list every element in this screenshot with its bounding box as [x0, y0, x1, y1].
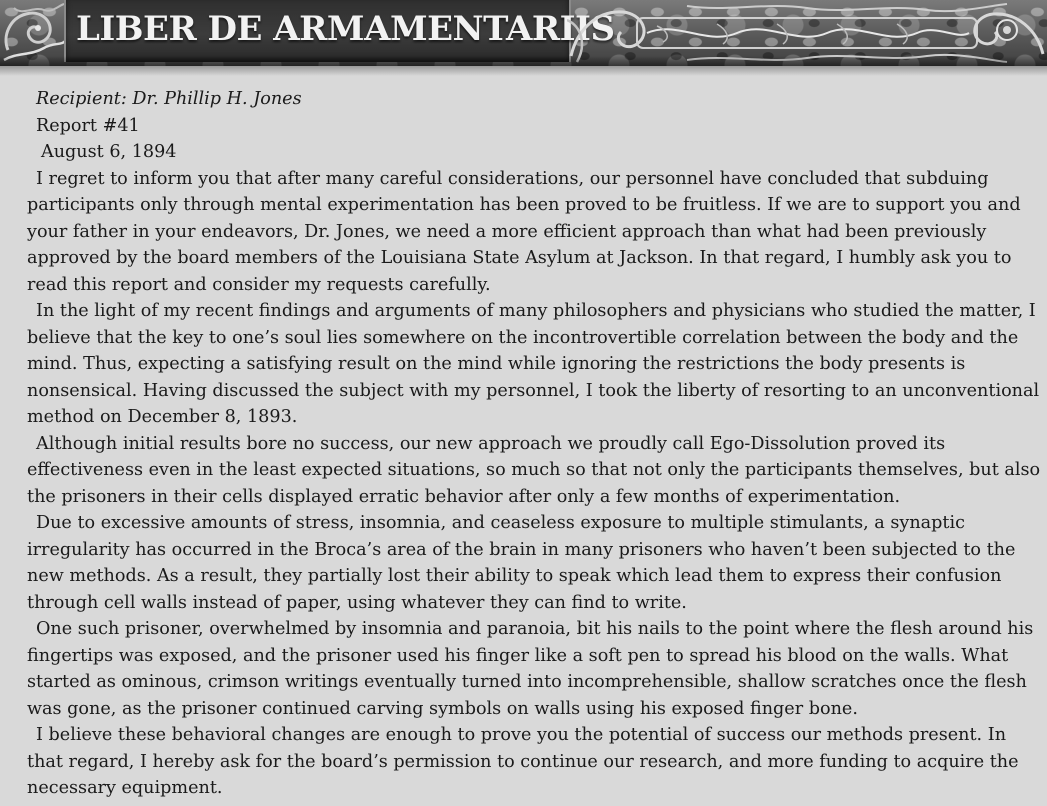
report-number: Report #41: [36, 115, 140, 136]
letter-paragraph: In the light of my recent findings and arguments of many philosophers and physicians who studied the matter, I believe that the key to one’s soul lies somewhere on the incontrovertible correlation between the body and the mind. Thus, expecting a satisfying result on the mind while ignoring the restrictions the body presents is nonsensical. Having discussed the subject with my personnel, I took the liberty of resorting to an unconventional method on December 8, 1893.: [27, 301, 1040, 427]
ornate-banner: [0, 0, 1047, 66]
letter-paragraph: Due to excessive amounts of stress, insomnia, and ceaseless exposure to multiple stimulants, a synaptic irregularity has occurred in the Broca’s area of the brain in many prisoners who haven’t been subjected to the new methods. As a result, they partially lost their ability to speak which lead them to express their confusion through cell walls instead of paper, using whatever they can find to write.: [27, 513, 1016, 613]
filigree-ornament-right-icon: [567, 0, 1047, 66]
banner-shadow: [0, 66, 1047, 76]
report-date: August 6, 1894: [41, 142, 177, 162]
letter-paragraph: Although initial results bore no success, our new approach we proudly call Ego-Dissolution proved its effectiveness even in the least expected situations, so much so that not only the participants themselves, but also the prisoners in their cells displayed erratic behavior after only a few months of experimentation.: [27, 433, 1041, 507]
title-plate: [64, 0, 615, 62]
letter-paragraph: I believe these behavioral changes are enough to prove you the potential of success our methods present. In that regard, I hereby ask for the board’s permission to continue our research, and more funding to acquire the necessary equipment.: [27, 725, 1019, 798]
letter-paragraph: I regret to inform you that after many careful considerations, our personnel have concluded that subduing participants only through mental experimentation has been proved to be fruitless. If we are to support you and your father in your endeavors, Dr. Jones, we need a more efficient approach than what had been previously approved by the board members of the Louisiana State Asylum at Jackson. In that regard, I humbly ask you to read this report and consider my requests carefully.: [27, 168, 1021, 295]
report-letter: [27, 86, 1042, 802]
scroll-ornament-left-icon: [0, 0, 66, 66]
page-title: LIBER DE ARMAMENTARIIS: [76, 9, 615, 49]
recipient-line: Recipient: Dr. Phillip H. Jones: [36, 89, 302, 109]
letter-paragraph: One such prisoner, overwhelmed by insomnia and paranoia, bit his nails to the point where the flesh around his fingertips was exposed, and the prisoner used his finger like a soft pen to spread his blood on the walls. What started as ominous, crimson writings eventually turned into incomprehensible, shallow scratches once the flesh was gone, as the prisoner continued carving symbols on walls using his exposed finger bone.: [27, 619, 1034, 719]
